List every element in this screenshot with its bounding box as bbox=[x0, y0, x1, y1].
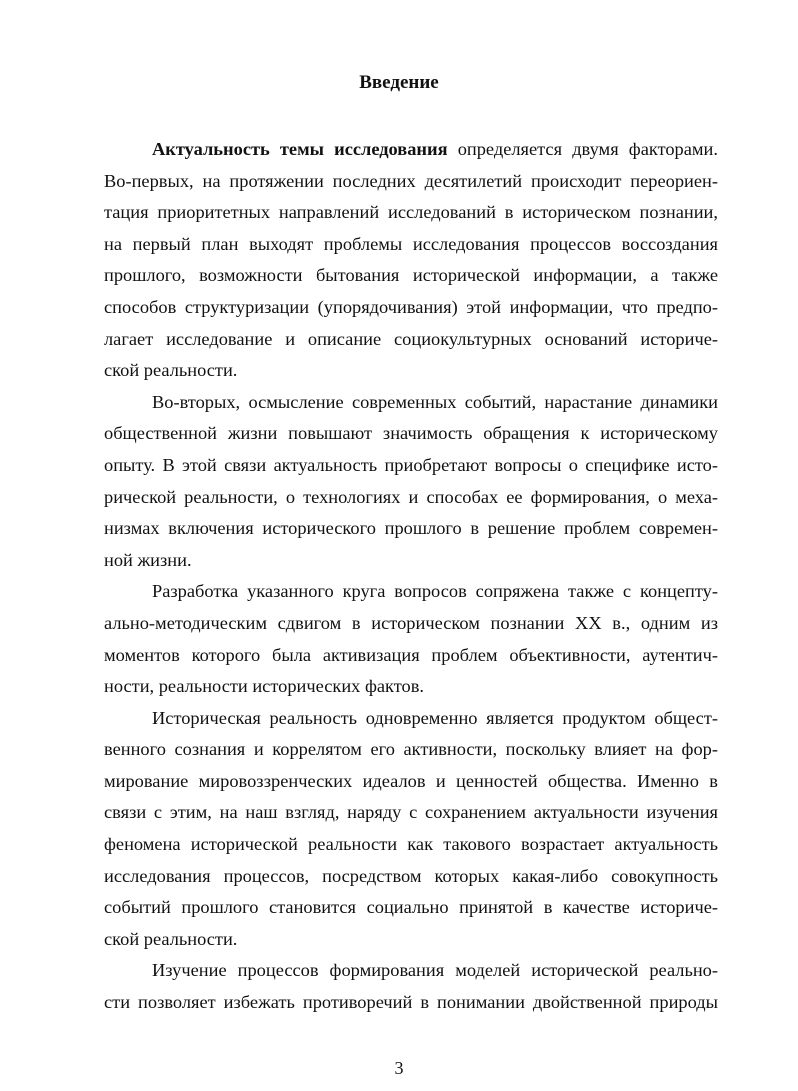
text-line: событий прошлого становится социально принятой в качестве историче- bbox=[104, 897, 718, 918]
text-line: ально-методическим сдвигом в историческом познании XX в., одним из bbox=[104, 612, 718, 633]
text-line: тация приоритетных направлений исследований в историческом познании, bbox=[104, 202, 718, 223]
text-line: Во-вторых, осмысление современных событий, нарастание динамики bbox=[152, 391, 718, 412]
text-line: связи с этим, на наш взгляд, наряду с сохранением актуальности изучения bbox=[104, 802, 718, 823]
text-line: общественной жизни повышают значимость обращения к историческому bbox=[104, 423, 718, 444]
text-line: феномена исторической реальности как такового возрастает актуальность bbox=[104, 834, 718, 855]
text-line: ской реальности. bbox=[104, 928, 238, 949]
text-line: способов структуризации (упорядочивания) этой информации, что предпо- bbox=[104, 296, 718, 317]
text-line: Изучение процессов формирования моделей исторической реально- bbox=[152, 960, 718, 981]
text-line: опыту. В этой связи актуальность приобретают вопросы о специфике исто- bbox=[104, 454, 718, 475]
text-line: рической реальности, о технологиях и способах ее формирования, о меха- bbox=[104, 486, 718, 507]
text-line: исследования процессов, посредством которых какая-либо совокупность bbox=[104, 865, 718, 886]
text-line: ской реальности. bbox=[104, 360, 238, 381]
text-line: низмах включения исторического прошлого в решение проблем современ- bbox=[104, 518, 718, 539]
text-line: мирование мировоззренческих идеалов и ценностей общества. Именно в bbox=[104, 770, 718, 791]
text-line: на первый план выходят проблемы исследования процессов воссоздания bbox=[104, 233, 718, 254]
text-line: Во-первых, на протяжении последних десятилетий происходит переориен- bbox=[104, 170, 718, 191]
text-line: ной жизни. bbox=[104, 549, 192, 570]
paragraph-relevance bbox=[104, 135, 718, 388]
text-line: моментов которого была активизация проблем объективности, аутентич- bbox=[104, 644, 718, 665]
text-line: прошлого, возможности бытования исторической информации, а также bbox=[104, 265, 718, 286]
body-text bbox=[104, 135, 718, 1020]
text-line: лагает исследование и описание социокультурных оснований историче- bbox=[104, 328, 718, 349]
text-line: ности, реальности исторических фактов. bbox=[104, 676, 425, 697]
paragraph-study bbox=[104, 956, 718, 1019]
page-number: 3 bbox=[394, 1058, 404, 1078]
paragraph-development bbox=[104, 577, 718, 703]
paragraph-historical-reality bbox=[104, 704, 718, 957]
text-line: сти позволяет избежать противоречий в понимании двойственной природы bbox=[104, 992, 718, 1013]
text-line: Историческая реальность одновременно является продуктом общест- bbox=[152, 707, 718, 728]
text-run: определяется двумя факторами. bbox=[447, 139, 718, 159]
section-title: Введение bbox=[359, 72, 439, 93]
text-line bbox=[104, 135, 718, 167]
text-line: венного сознания и коррелятом его активности, поскольку влияет на фор- bbox=[104, 739, 718, 760]
text-line: Разработка указанного круга вопросов сопряжена также с концепту- bbox=[152, 581, 718, 602]
bold-lead: Актуальность темы исследования bbox=[152, 139, 448, 159]
paragraph-secondly bbox=[104, 388, 718, 578]
